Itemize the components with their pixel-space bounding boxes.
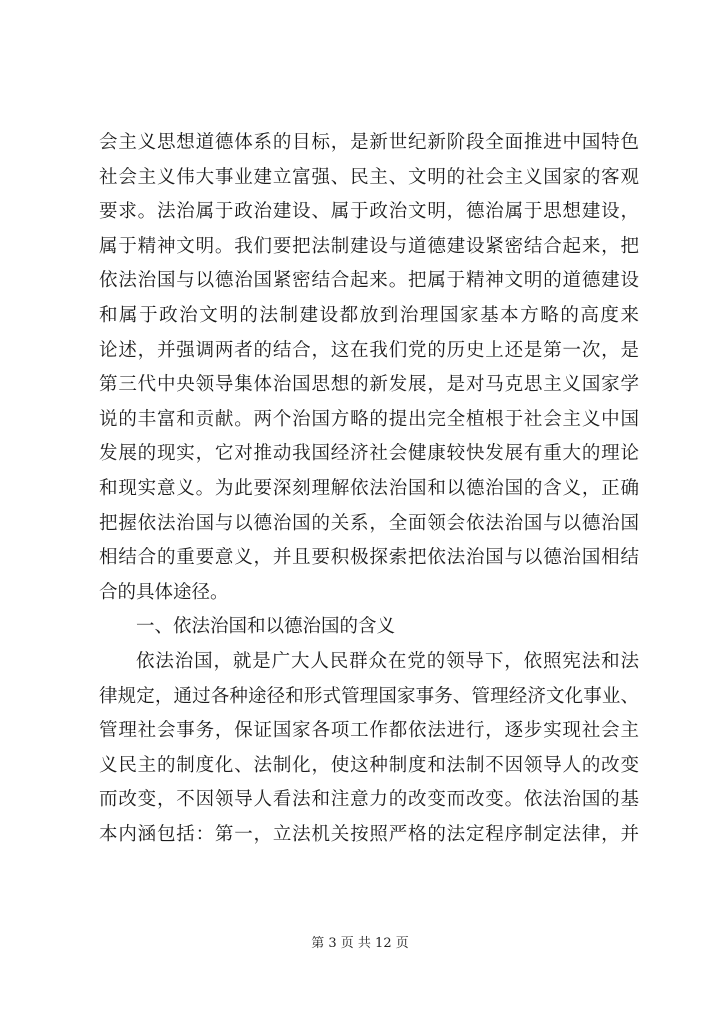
text-line: 而改变，不因领导人看法和注意力的改变而改变。依法治国的基 [99,789,639,811]
text-line: 把握依法治国与以德治国的关系，全面领会依法治国与以德治国 [99,512,639,534]
text-line: 和现实意义。为此要深刻理解依法治国和以德治国的含义，正确 [99,477,639,499]
section-heading: 一、依法治国和以德治国的含义 [136,616,396,638]
text-line: 相结合的重要意义，并且要积极探索把依法治国与以德治国相结 [99,547,639,569]
text-line: 合的具体途径。 [99,581,229,603]
text-line: 会主义思想道德体系的目标，是新世纪新阶段全面推进中国特色 [99,132,639,153]
text-line: 社会主义伟大事业建立富强、民主、文明的社会主义国家的客观 [99,166,639,188]
text-line: 说的丰富和贡献。两个治国方略的提出完全植根于社会主义中国 [99,408,639,430]
page-number: 第 3 页 共 12 页 [311,936,409,951]
text-line: 义民主的制度化、法制化，使这种制度和法制不因领导人的改变 [99,754,639,776]
text-line: 依法治国与以德治国紧密结合起来。把属于精神文明的道德建设 [99,270,639,292]
text-line: 属于精神文明。我们要把法制建设与道德建设紧密结合起来，把 [99,235,639,257]
text-line: 第三代中央领导集体治国思想的新发展，是对马克思主义国家学 [99,374,639,396]
text-line: 律规定，通过各种途径和形式管理国家事务、管理经济文化事业、 [99,685,639,707]
text-line: 和属于政治文明的法制建设都放到治理国家基本方略的高度来 [99,304,639,326]
body-text [99,126,639,852]
text-line: 论述，并强调两者的结合，这在我们党的历史上还是第一次，是 [99,339,639,361]
text-line: 管理社会事务，保证国家各项工作都依法进行，逐步实现社会主 [99,720,639,742]
text-line: 发展的现实，它对推动我国经济社会健康较快发展有重大的理论 [99,443,639,465]
text-line: 依法治国，就是广大人民群众在党的领导下，依照宪法和法 [136,650,639,672]
text-line: 要求。法治属于政治建设、属于政治文明，德治属于思想建设， [99,201,639,223]
text-line: 本内涵包括：第一，立法机关按照严格的法定程序制定法律，并 [99,823,639,845]
